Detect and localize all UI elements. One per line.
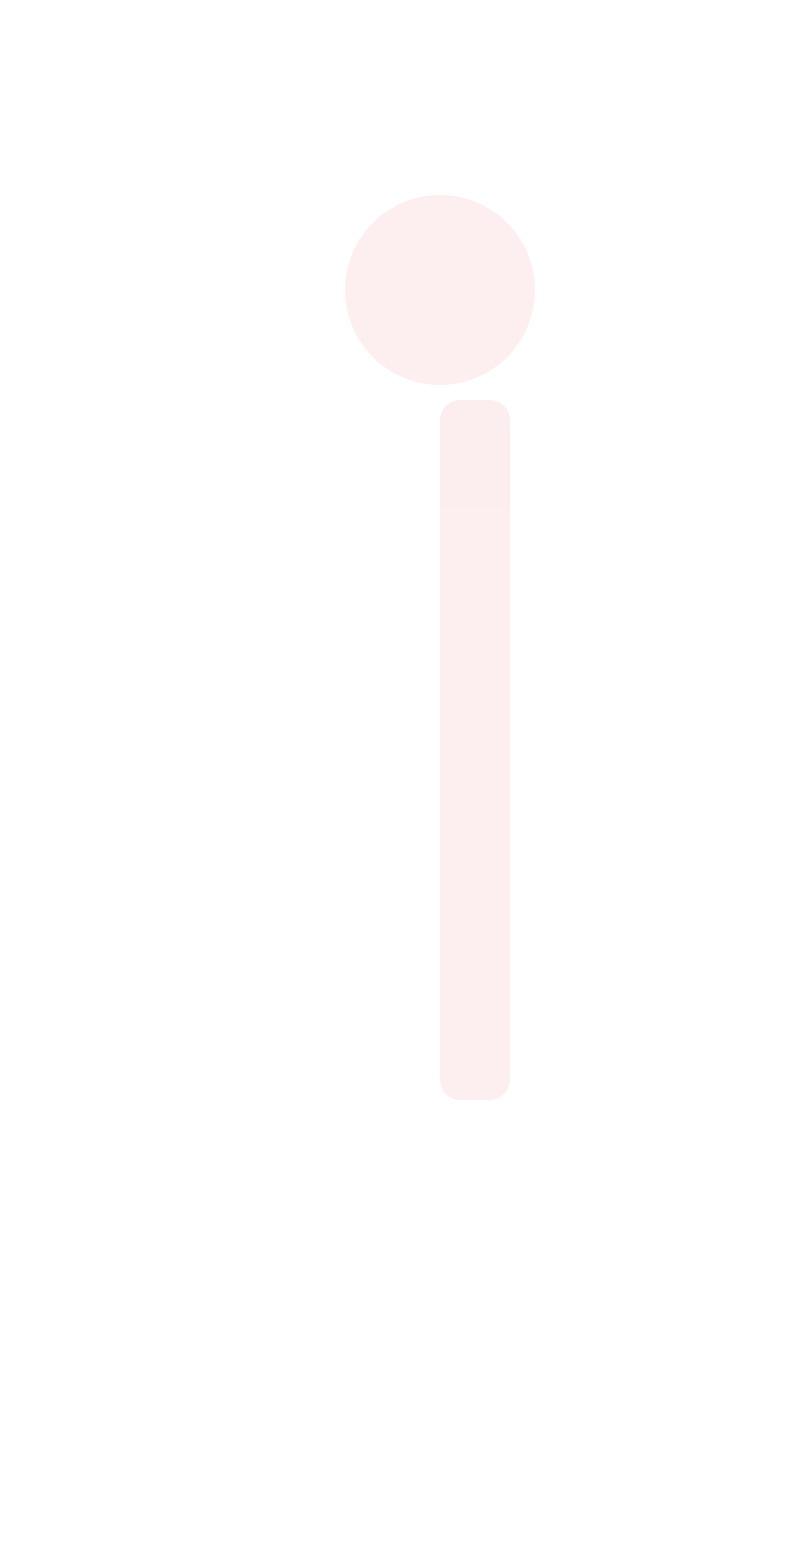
watermark-logo [330,170,570,1130]
